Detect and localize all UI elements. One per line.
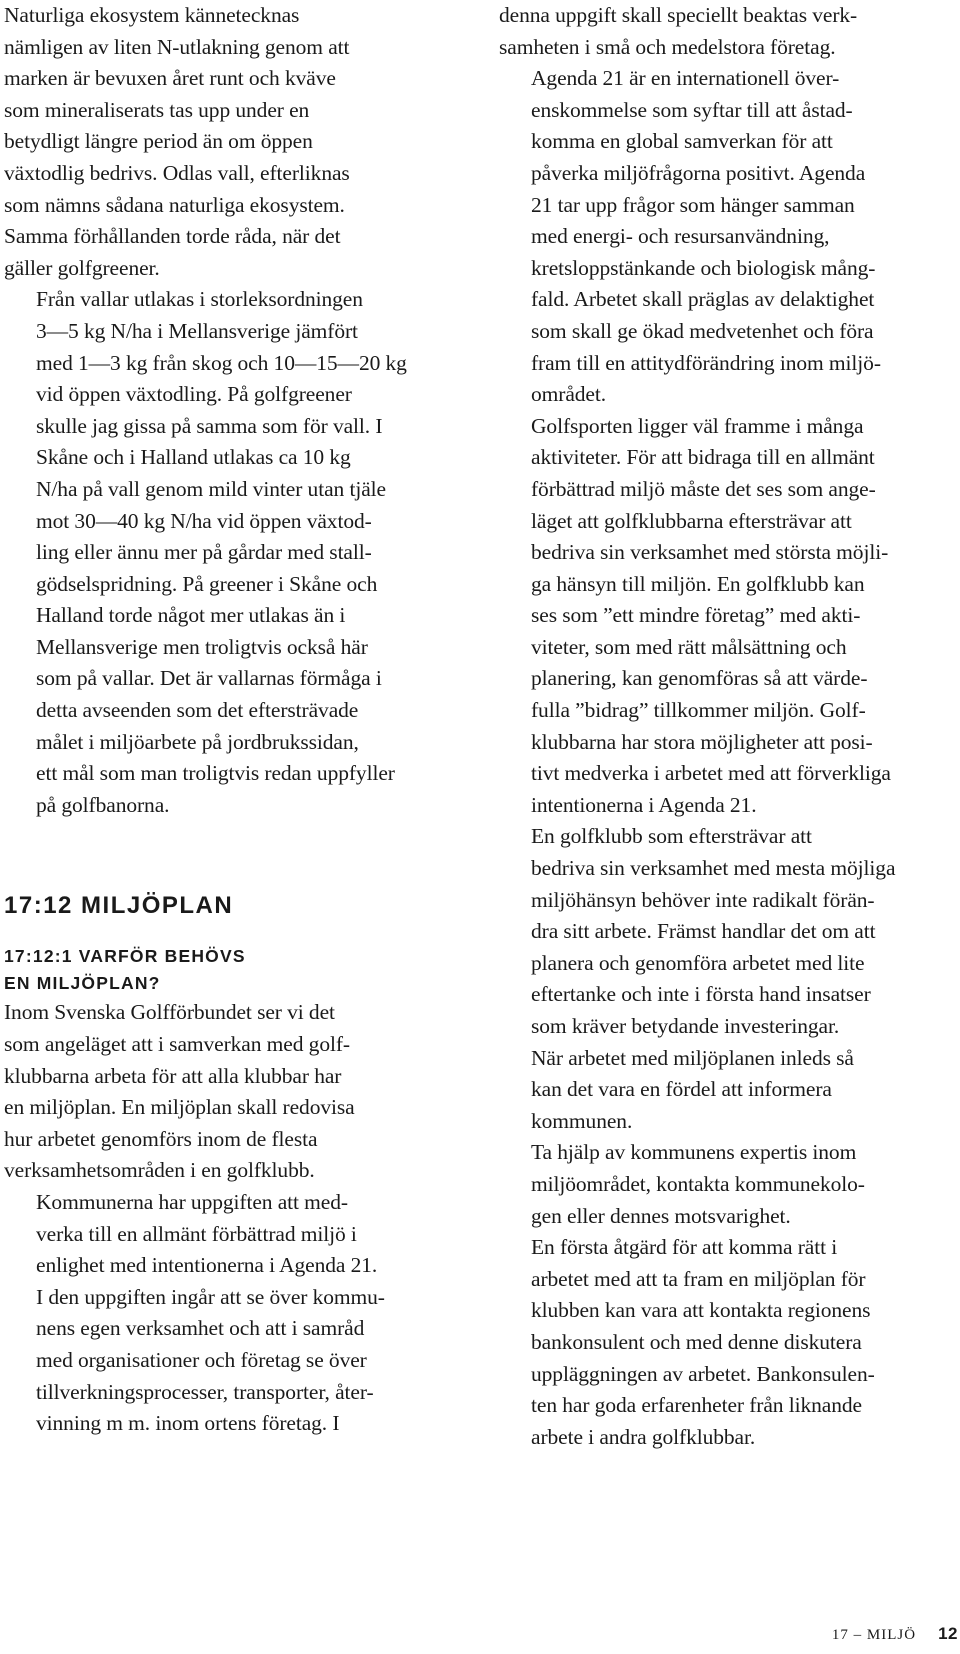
- text-line: läget att golfklubbarna eftersträvar att: [531, 508, 852, 533]
- text-line: dra sitt arbete. Främst handlar det om att: [531, 919, 876, 944]
- text-line: planera och genomföra arbetet med lite: [531, 950, 865, 975]
- text-line: Ta hjälp av kommunens expertis inom: [531, 1140, 857, 1165]
- text-line: kretsloppstänkande och biologisk mång-: [531, 255, 876, 280]
- text-line: på golfbanorna.: [36, 792, 170, 817]
- text-line: med energi- och resursanvändning,: [531, 224, 830, 249]
- text-line: klubbarna har stora möjligheter att posi-: [531, 729, 873, 754]
- right-paragraph-2: [499, 63, 957, 411]
- text-line: Skåne och i Halland utlakas ca 10 kg: [36, 445, 351, 470]
- text-line: Halland torde något mer utlakas än i: [36, 603, 346, 628]
- text-line: tillverkningsprocesser, transporter, åter-: [36, 1379, 374, 1404]
- text-line: verksamhetsområden i en golfklubb.: [4, 1158, 315, 1183]
- text-line: detta avseenden som det eftersträvade: [36, 698, 359, 723]
- text-line: 3—5 kg N/ha i Mellansverige jämfört: [36, 318, 358, 343]
- text-line: nens egen verksamhet och att i samråd: [36, 1316, 365, 1341]
- text-line: samheten i små och medelstora företag.: [499, 34, 836, 59]
- text-line: bedriva sin verksamhet med största möjli-: [531, 540, 889, 565]
- text-line: Kommunerna har uppgiften att med-: [36, 1190, 348, 1214]
- text-line: betydligt längre period än om öppen: [4, 129, 313, 154]
- right-paragraph-5: [499, 1043, 957, 1138]
- text-line: N/ha på vall genom mild vinter utan tjäle: [36, 476, 386, 501]
- text-line: som nämns sådana naturliga ekosystem.: [4, 192, 345, 217]
- text-line: Agenda 21 är en internationell över-: [531, 66, 840, 91]
- text-line: miljöområdet, kontakta kommunekolo-: [531, 1171, 865, 1196]
- right-column: [499, 0, 957, 1453]
- footer-section-label: 17 – MILJÖ: [831, 1627, 917, 1643]
- text-line: som på vallar. Det är vallarnas förmåga i: [36, 666, 382, 691]
- text-line: kommunen.: [531, 1108, 633, 1133]
- left-column: [4, 0, 454, 1440]
- text-line: Mellansverige men troligtvis också här: [36, 634, 368, 659]
- text-line: denna uppgift skall speciellt beaktas verk-: [499, 3, 858, 27]
- text-line: målet i miljöarbete på jordbrukssidan,: [36, 729, 359, 754]
- text-line: eftertanke och inte i första hand insatser: [531, 982, 871, 1007]
- text-line: tivt medverka i arbetet med att förverkliga: [531, 761, 891, 786]
- text-line: gödselspridning. På greener i Skåne och: [36, 571, 378, 596]
- right-paragraph-1: [499, 0, 957, 63]
- text-line: förbättrad miljö måste det ses som ange-: [531, 476, 876, 501]
- text-line: enlighet med intentionerna i Agenda 21.: [36, 1253, 378, 1278]
- text-line: planering, kan genomföras så att värde-: [531, 666, 868, 691]
- text-line: med organisationer och företag se över: [36, 1347, 367, 1372]
- text-line: som mineraliserats tas upp under en: [4, 97, 310, 122]
- text-line: området.: [531, 382, 607, 407]
- text-line: gäller golfgreener.: [4, 255, 160, 280]
- text-line: En första åtgärd för att komma rätt i: [531, 1235, 838, 1260]
- left-paragraph-1: [4, 0, 454, 284]
- text-line: marken är bevuxen året runt och kväve: [4, 66, 336, 91]
- text-line: En golfklubb som eftersträvar att: [531, 824, 812, 849]
- page-footer: [832, 1624, 958, 1644]
- text-line: bankonsulent och med denne diskutera: [531, 1329, 862, 1354]
- text-line: Golfsporten ligger väl framme i många: [531, 413, 864, 438]
- text-line: arbete i andra golfklubbar.: [531, 1424, 756, 1449]
- text-line: arbetet med att ta fram en miljöplan för: [531, 1266, 866, 1291]
- text-line: Från vallar utlakas i storleksordningen: [36, 287, 363, 312]
- text-line: en miljöplan. En miljöplan skall redovisa: [4, 1095, 355, 1120]
- text-line: gen eller dennes motsvarighet.: [531, 1203, 791, 1228]
- text-line: verka till en allmänt förbättrad miljö i: [36, 1221, 357, 1246]
- right-paragraph-7: [499, 1232, 957, 1453]
- text-line: mot 30—40 kg N/ha vid öppen växtod-: [36, 508, 372, 533]
- text-line: ling eller ännu mer på gårdar med stall-: [36, 540, 372, 565]
- text-line: fram till en attitydförändring inom miljö-: [531, 350, 881, 375]
- text-line: skulle jag gissa på samma som för vall. I: [36, 413, 383, 438]
- text-line: intentionerna i Agenda 21.: [531, 792, 757, 817]
- left-paragraph-4: [4, 1187, 454, 1440]
- text-line: ga hänsyn till miljön. En golfklubb kan: [531, 571, 865, 596]
- text-line: ten har goda erfarenheter från liknande: [531, 1393, 862, 1418]
- text-line: vid öppen växtodling. På golfgreener: [36, 382, 352, 407]
- text-line: Inom Svenska Golfförbundet ser vi det: [4, 1000, 335, 1025]
- text-line: som skall ge ökad medvetenhet och föra: [531, 318, 874, 343]
- text-line: EN MILJÖPLAN?: [4, 973, 161, 994]
- text-line: kan det vara en fördel att informera: [531, 1077, 832, 1102]
- text-line: som kräver betydande investeringar.: [531, 1014, 840, 1038]
- text-line: 17:12:1 VARFÖR BEHÖVS: [4, 946, 246, 967]
- text-line: komma en global samverkan för att: [531, 129, 833, 154]
- text-line: nämligen av liten N-utlakning genom att: [4, 34, 350, 59]
- right-paragraph-3: [499, 411, 957, 822]
- text-line: klubben kan vara att kontakta regionens: [531, 1298, 871, 1323]
- text-line: växtodlig bedrivs. Odlas vall, efterliknas: [4, 160, 350, 185]
- section-heading: 17:12 MILJÖPLAN: [4, 892, 234, 920]
- text-line: enskommelse som syftar till att åstad-: [531, 97, 853, 122]
- text-line: vinning m m. inom ortens företag. I: [36, 1411, 340, 1436]
- subsection-heading: [4, 943, 454, 997]
- text-line: viteter, som med rätt målsättning och: [531, 634, 847, 659]
- text-line: 21 tar upp frågor som hänger samman: [531, 192, 855, 217]
- text-line: klubbarna arbeta för att alla klubbar har: [4, 1063, 342, 1088]
- text-line: Naturliga ekosystem kännetecknas: [4, 3, 300, 27]
- text-line: uppläggningen av arbetet. Bankonsulen-: [531, 1361, 875, 1386]
- text-line: fald. Arbetet skall präglas av delaktighet: [531, 287, 875, 312]
- text-line: I den uppgiften ingår att se över kommu-: [36, 1284, 385, 1309]
- page-number: 12: [938, 1624, 958, 1643]
- text-line: som angeläget att i samverkan med golf-: [4, 1032, 350, 1057]
- text-line: aktiviteter. För att bidraga till en allmänt: [531, 445, 875, 470]
- text-line: bedriva sin verksamhet med mesta möjliga: [531, 856, 896, 881]
- text-line: Samma förhållanden torde råda, när det: [4, 224, 341, 249]
- text-line: ses som ”ett mindre företag” med akti-: [531, 603, 861, 628]
- right-paragraph-4: [499, 821, 957, 1042]
- text-line: miljöhänsyn behöver inte radikalt förän-: [531, 887, 875, 912]
- text-line: påverka miljöfrågorna positivt. Agenda: [531, 160, 866, 185]
- left-paragraph-2: [4, 284, 454, 821]
- right-paragraph-6: [499, 1137, 957, 1232]
- text-line: När arbetet med miljöplanen inleds så: [531, 1045, 854, 1070]
- text-line: med 1—3 kg från skog och 10—15—20 kg: [36, 350, 407, 375]
- text-line: hur arbetet genomförs inom de flesta: [4, 1126, 318, 1151]
- left-paragraph-3: [4, 997, 454, 1187]
- text-line: ett mål som man troligtvis redan uppfyller: [36, 761, 395, 786]
- text-line: fulla ”bidrag” tillkommer miljön. Golf-: [531, 698, 866, 723]
